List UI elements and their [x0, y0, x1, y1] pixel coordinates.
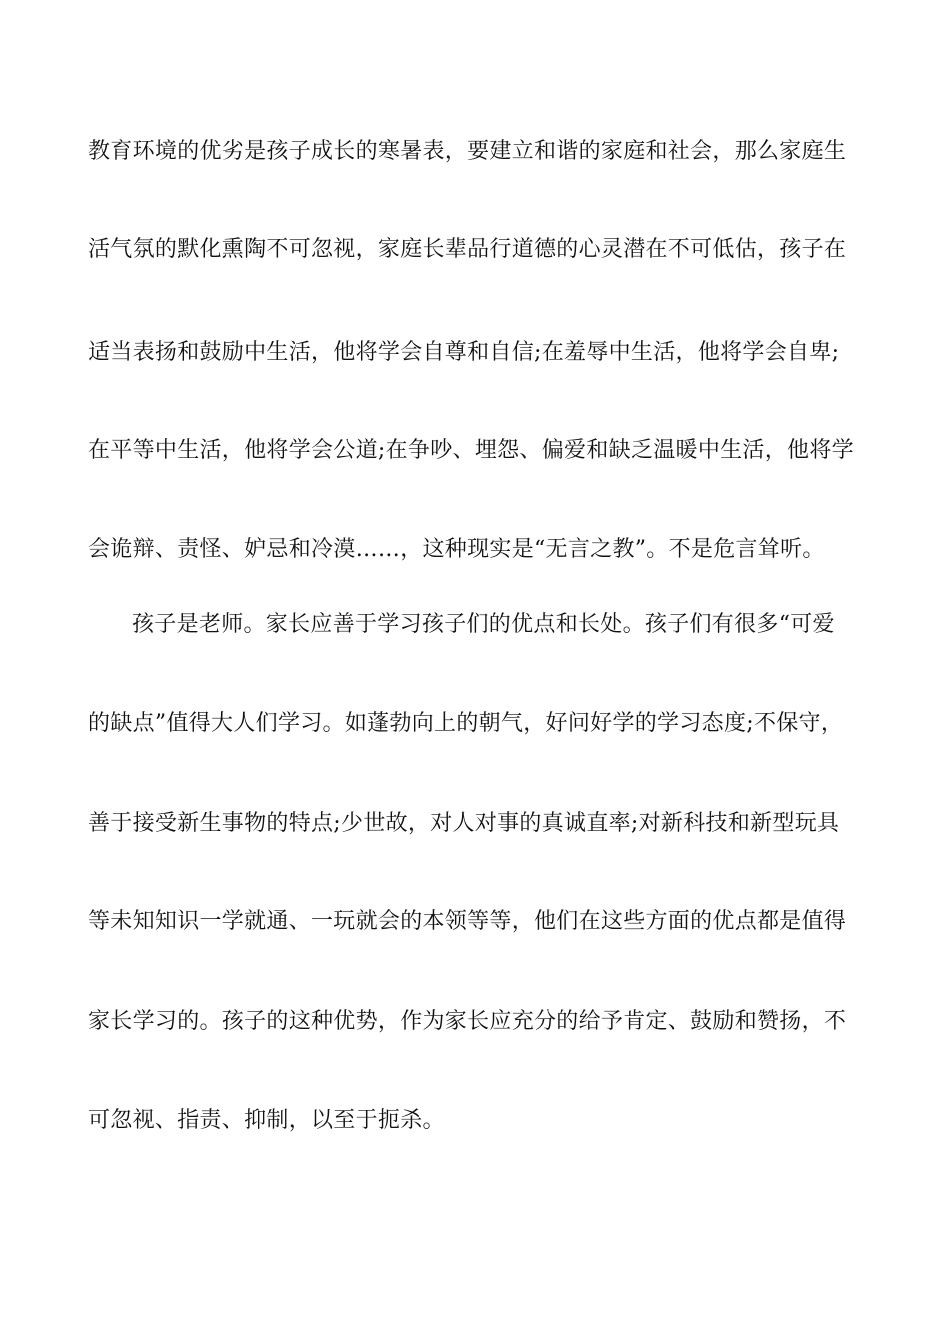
- text-line: 的缺点”值得大人们学习。如蓬勃向上的朝气，好问好学的学习态度;不保守，: [88, 711, 844, 736]
- text-line: 活气氛的默化熏陶不可忽视，家庭长辈品行道德的心灵潜在不可低估，孩子在: [88, 237, 847, 262]
- text-line: 可忽视、指责、抑制，以至于扼杀。: [88, 1108, 445, 1133]
- text-line: 孩子是老师。家长应善于学习孩子们的优点和长处。孩子们有很多“可爱: [132, 612, 835, 637]
- text-line: 适当表扬和鼓励中生活，他将学会自尊和自信;在羞辱中生活，他将学会自卑;: [88, 340, 840, 365]
- text-line: 善于接受新生事物的特点;少世故，对人对事的真诚直率;对新科技和新型玩具: [88, 811, 840, 836]
- text-line: 会诡辩、责怪、妒忌和冷漠……，这种现实是“无言之教”。不是危言耸听。: [88, 537, 825, 562]
- text-line: 等未知知识一学就通、一玩就会的本领等等，他们在这些方面的优点都是值得: [88, 909, 847, 934]
- text-line: 教育环境的优劣是孩子成长的寒暑表，要建立和谐的家庭和社会，那么家庭生: [88, 139, 847, 164]
- text-line: 在平等中生活，他将学会公道;在争吵、埋怨、偏爱和缺乏温暖中生活，他将学: [88, 438, 854, 463]
- text-line: 家长学习的。孩子的这种优势，作为家长应充分的给予肯定、鼓励和赞扬，不: [88, 1009, 847, 1034]
